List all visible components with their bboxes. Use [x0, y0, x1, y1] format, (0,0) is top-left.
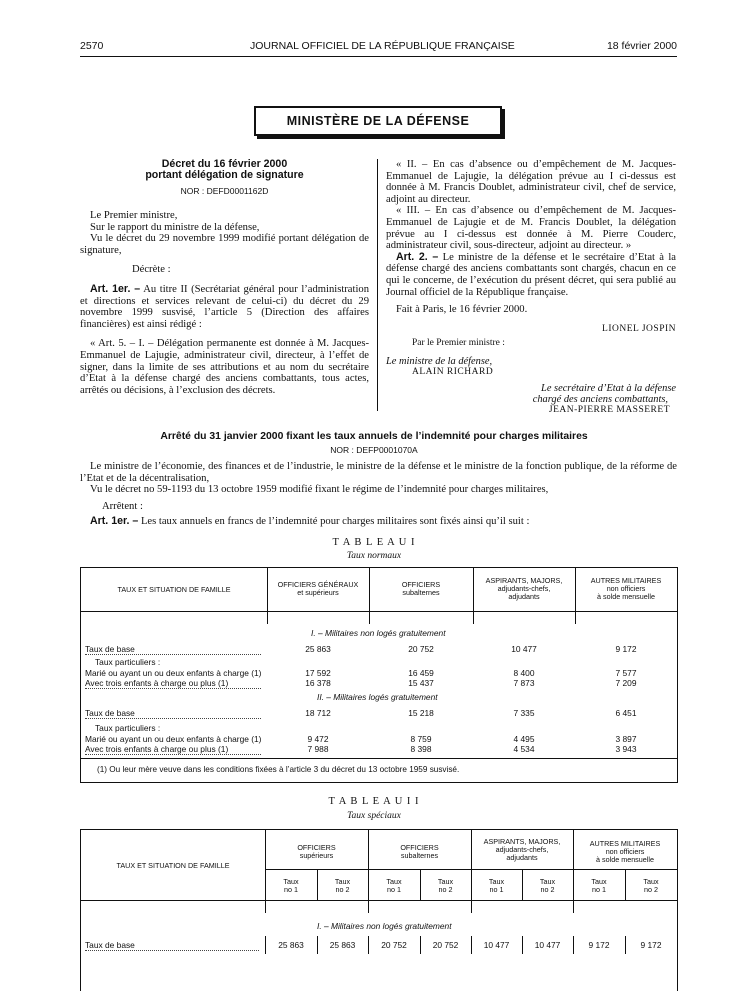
decree-p3: Vu le décret du 29 novembre 1999 modifié portant délégation de signature, — [80, 233, 369, 256]
t1-r6-label: Taux particuliers : — [95, 723, 161, 733]
t2-header-aspirants: ASPIRANTS, MAJORS, adjudants-chefs, adjudants — [483, 837, 561, 862]
t2-r1-v8: 9 172 — [640, 940, 662, 950]
arrete-art1 — [80, 516, 677, 528]
t1-r3-v3: 8 400 — [513, 668, 535, 678]
table2-title: T A B L E A U I I — [328, 796, 420, 807]
arrete-p2: Vu le décret no 59-1193 du 13 octobre 1959 modifié fixant le régime de l’indemnité pour charges militaires, — [90, 484, 549, 496]
art2-text: Le ministre de la défense et le secrétaire d’Etat à la défense chargé des anciens combattants sont chargés, chacun en ce qui le concerne, de l’exécution du présent décret, qui sera publié au Journal officiel de la République française. — [386, 251, 676, 298]
arrete-arretent: Arrêtent : — [102, 500, 143, 512]
table1-subtitle: Taux normaux — [346, 551, 402, 561]
t2-sub-3: Taux no 1 — [386, 877, 402, 894]
t2-sub-8: Taux no 2 — [643, 877, 659, 894]
decree-iii: « III. – En cas d’absence ou d’empêchement de M. Jacques-Emmanuel de Lajugie et de M. Francis Doublet, la délégation prévue au I ci-dessus est donnée à M. Pierre Couderc, administrateur civil, sous-directeur, adjoint au directeur. » — [386, 205, 676, 252]
t1-r2-label: Taux particuliers : — [95, 657, 161, 667]
t2-r1-v2: 25 863 — [329, 940, 356, 950]
arrete-body — [80, 461, 677, 528]
t1-r1-v1: 25 863 — [305, 644, 331, 654]
t2-r1-v4: 20 752 — [432, 940, 459, 950]
t1-r5-v3: 7 335 — [513, 708, 535, 718]
minister-name: ALAIN RICHARD — [412, 366, 494, 377]
t2-header-superieurs: OFFICIERS supérieurs — [297, 843, 336, 860]
decree-p2: Sur le rapport du ministre de la défense, — [90, 221, 260, 233]
decree-nor: NOR : DEFD0001162D — [180, 186, 269, 196]
arrete-p1: Le ministre de l’économie, des finances et de l’industrie, le ministre de la défense et le ministre de la fonction publique, de la réforme de l’Etat et de la décentralisation, — [80, 461, 677, 484]
t1-r5-v1: 18 712 — [305, 708, 331, 718]
issue-date: 18 février 2000 — [606, 40, 677, 52]
t1-r4-v1: 16 378 — [305, 678, 331, 688]
t1-r1-v4: 9 172 — [615, 644, 637, 654]
decree-left-column — [80, 159, 369, 396]
art2-label: Art. 2. – — [396, 250, 439, 263]
decree-subtitle: portant délégation de signature — [145, 169, 304, 181]
t1-footnote: (1) Ou leur mère veuve dans les conditions fixées à l’article 3 du décret du 13 octobre 1959 susvisé. — [97, 765, 460, 774]
minister-title: Le ministre de la défense, — [386, 355, 493, 367]
t2-section1: I. – Militaires non logés gratuitement — [317, 921, 452, 931]
t1-header-aspirants: ASPIRANTS, MAJORS, adjudants-chefs, adjudants — [485, 576, 563, 601]
decree-p1: Le Premier ministre, — [90, 210, 178, 221]
t1-r7-v3: 4 495 — [513, 734, 535, 744]
t1-r5-v4: 6 451 — [615, 708, 637, 718]
decree-art1 — [80, 284, 369, 330]
t2-r1-v1: 25 863 — [278, 940, 304, 950]
t1-r4-label: Avec trois enfants à charge ou plus (1) — [85, 678, 261, 689]
table2-subtitle: Taux spéciaux — [347, 811, 401, 821]
table1-title: T A B L E A U I — [332, 537, 416, 548]
t2-header-subalternes: OFFICIERS subalternes — [400, 843, 439, 860]
t1-r3-v4: 7 577 — [615, 668, 637, 678]
t1-r7-label: Marié ou ayant un ou deux enfants à charge (1) — [85, 734, 262, 744]
arrete-title: Arrêté du 31 janvier 2000 fixant les taux annuels de l’indemnité pour charges militaires — [160, 431, 588, 442]
t1-r1-v2: 20 752 — [408, 644, 434, 654]
journal-title: JOURNAL OFFICIEL DE LA RÉPUBLIQUE FRANÇAISE — [250, 40, 515, 52]
t2-sub-2: Taux no 2 — [334, 877, 351, 894]
t2-r1-v5: 10 477 — [483, 940, 510, 950]
t1-header-subalternes: OFFICIERS subalternes — [401, 580, 441, 597]
t1-r3-label: Marié ou ayant un ou deux enfants à charge (1) — [85, 668, 262, 678]
secretary-title-2: chargé des anciens combattants, — [532, 393, 668, 405]
t2-r1-label: Taux de base — [85, 940, 259, 951]
page-number: 2570 — [80, 40, 104, 52]
t1-r7-v2: 8 759 — [410, 734, 432, 744]
t1-r8-label: Avec trois enfants à charge ou plus (1) — [85, 744, 261, 755]
art1-label: Art. 1er. – — [90, 282, 141, 295]
t1-r8-v4: 3 943 — [615, 744, 637, 754]
arrete-art1-text: Les taux annuels en francs de l’indemnité pour charges militaires sont fixés ainsi qu’il suit : — [140, 516, 530, 528]
decree-art5: « Art. 5. – I. – Délégation permanente est donnée à M. Jacques-Emmanuel de Lajugie, administrateur civil, directeur, à l’effet de signer, dans la limite de ses attributions et au nom du secrétaire d’Etat à la défense chargé des anciens combattants, tous actes, arrêtés ou décisions, à l’exclusion des décrets. — [80, 338, 369, 396]
t2-r1-v6: 10 477 — [534, 940, 561, 950]
decree-fait: Fait à Paris, le 16 février 2000. — [396, 304, 528, 316]
t2-header-situation: TAUX ET SITUATION DE FAMILLE — [116, 861, 230, 870]
decree-decrete: Décrète : — [132, 264, 171, 276]
t1-r8-v3: 4 534 — [513, 744, 535, 754]
t1-r7-v4: 3 897 — [615, 734, 637, 744]
t1-section2: II. – Militaires logés gratuitement — [317, 692, 438, 702]
t1-r7-v1: 9 472 — [307, 734, 329, 744]
t1-r1-label: Taux de base — [85, 644, 261, 655]
t1-r5-label: Taux de base — [85, 708, 261, 719]
secretary-name: JEAN-PIERRE MASSERET — [548, 404, 670, 415]
t1-header-situation: TAUX ET SITUATION DE FAMILLE — [117, 585, 231, 594]
secretary-title-1: Le secrétaire d’Etat à la défense — [541, 382, 676, 394]
t1-r8-v1: 7 988 — [307, 744, 329, 754]
art1-text: Au titre II (Secrétariat général pour l’administration et directions et services relevant de celui-ci) du décret du 29 novembre 1999 susvisé, l’article 5 (Direction des affaires financières) est ainsi rédigé : — [80, 283, 369, 330]
table2 — [80, 829, 678, 991]
t1-r3-v1: 17 592 — [305, 668, 331, 678]
signer-pm: LIONEL JOSPIN — [602, 323, 676, 334]
t1-r1-v3: 10 477 — [511, 644, 537, 654]
t2-sub-5: Taux no 1 — [488, 877, 505, 894]
arrete-art1-label: Art. 1er. – — [90, 515, 139, 528]
t2-header-autres: AUTRES MILITAIRES non officiers à solde mensuelle — [589, 839, 661, 864]
ministry-box: MINISTÈRE DE LA DÉFENSE — [254, 106, 502, 136]
t2-sub-6: Taux no 2 — [539, 877, 556, 894]
decree-title: Décret du 16 février 2000 — [161, 158, 288, 170]
t2-sub-1: Taux no 1 — [283, 877, 299, 894]
t1-header-generaux: OFFICIERS GÉNÉRAUX et supérieurs — [277, 580, 359, 597]
header-rule — [80, 56, 677, 57]
t2-sub-4: Taux no 2 — [437, 877, 454, 894]
t1-r5-v2: 15 218 — [408, 708, 434, 718]
t1-r3-v2: 16 459 — [408, 668, 434, 678]
decree-ii: « II. – En cas d’absence ou d’empêchement de M. Jacques-Emmanuel de Lajugie, la délégation prévue au I ci-dessus est donnée à M. Francis Doublet, administrateur civil, chef de service, adjoint au directeur. — [386, 159, 676, 205]
t1-header-autres: AUTRES MILITAIRES non officiers à solde mensuelle — [590, 576, 662, 601]
column-divider — [377, 159, 378, 411]
par-premier-ministre: Par le Premier ministre : — [412, 337, 505, 348]
t2-r1-v3: 20 752 — [381, 940, 407, 950]
t1-r8-v2: 8 398 — [410, 744, 432, 754]
decree-art2 — [386, 252, 676, 298]
t2-r1-v7: 9 172 — [588, 940, 610, 950]
t1-section1: I. – Militaires non logés gratuitement — [311, 628, 446, 638]
table1 — [80, 567, 678, 783]
arrete-nor: NOR : DEFP0001070A — [330, 445, 418, 455]
t2-sub-7: Taux no 1 — [591, 877, 607, 894]
t1-r4-v3: 7 873 — [513, 678, 535, 688]
decree-right-column — [386, 159, 676, 415]
t1-r4-v4: 7 209 — [615, 678, 637, 688]
t1-r4-v2: 15 437 — [408, 678, 434, 688]
